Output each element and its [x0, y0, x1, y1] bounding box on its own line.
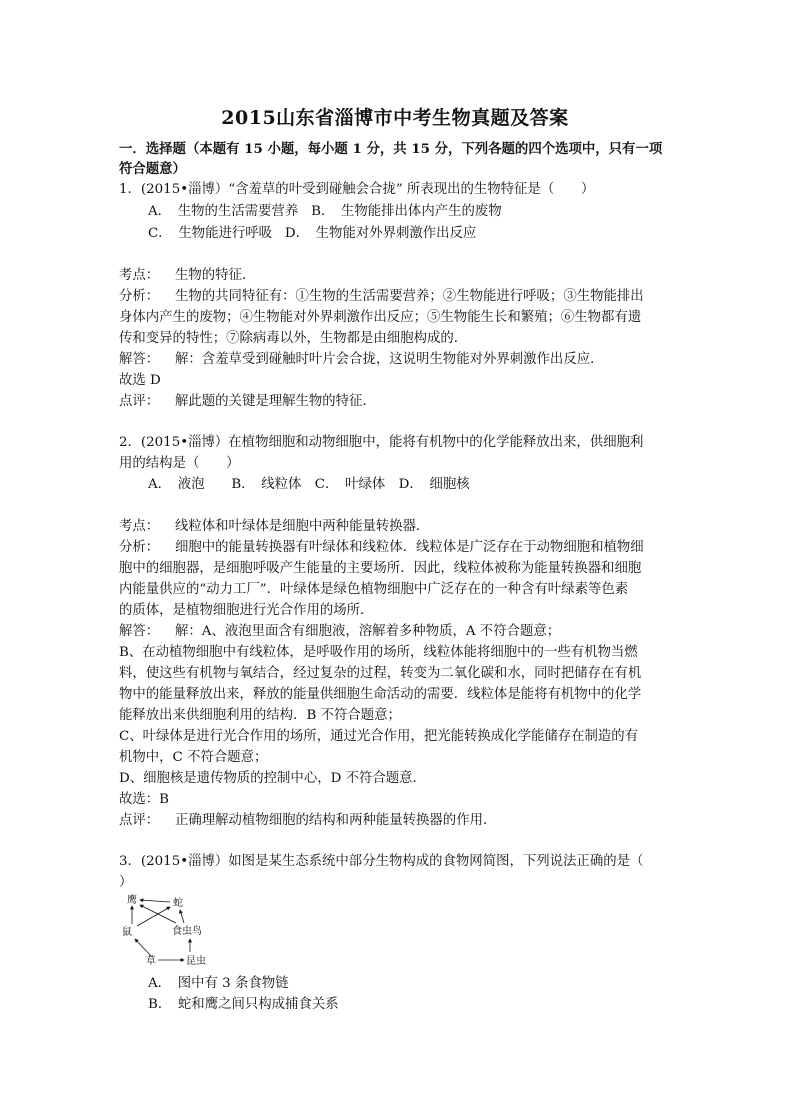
q2-kaodian — [119, 517, 429, 537]
node-shu: 鼠 — [122, 927, 132, 938]
q1-option-c: C． 生物能进行呼吸 — [148, 226, 273, 241]
q1-kaodian — [119, 266, 255, 286]
node-kunchong: 昆虫 — [186, 956, 206, 967]
arrow-niao-ying — [140, 905, 176, 923]
q1-dianping-text: 解此题的关键是理解生物的特征． — [175, 394, 376, 409]
node-cao: 草 — [146, 956, 156, 967]
q2-fenxi — [119, 538, 644, 558]
q2-jieda-line4: 物中的能量释放出来，释放的能量供细胞生命活动的需要．线粒体是能将有机物中的化学 — [119, 687, 642, 702]
section-heading: 一．选择题（本题有 15 小题，每小题 1 分，共 15 分，下列各题的四个选项中，只有一项 — [119, 141, 663, 157]
q2-jieda-line1: 解：A、液泡里面含有细胞液，溶解着多种物质，A 不符合题意； — [175, 624, 561, 639]
q1-kaodian-text: 生物的特征． — [175, 268, 256, 283]
q2-dianping — [119, 811, 496, 831]
q1-fenxi — [119, 287, 644, 307]
q1-answer: 故选 D — [119, 373, 161, 388]
q2-jieda-line3: 料，使这些有机物与氧结合，经过复杂的过程，转变为二氧化碳和水，同时把储存在有机 — [119, 666, 642, 681]
arrow-she-ying — [140, 900, 170, 902]
kaodian-label: 考点： — [119, 268, 160, 283]
node-shichongniao: 食虫鸟 — [172, 926, 202, 937]
q2-answer: 故选：B — [119, 792, 170, 807]
q2-jieda-line5: 能释放出来供细胞利用的结构．B 不符合题意； — [119, 708, 401, 723]
fenxi-label: 分析： — [119, 289, 160, 304]
q2-fenxi-line2: 胞中的细胞器，是细胞呼吸产生能量的主要场所．因此，线粒体被称为能量转换器和细胞 — [119, 561, 642, 576]
q3-stem-line1: 3．(2015•淄博）如图是某生态系统中部分生物构成的食物网简图，下列说法正确的是（ — [119, 854, 644, 869]
food-web-diagram — [118, 890, 218, 968]
node-she: 蛇 — [173, 898, 183, 909]
q3-option-a: A． 图中有 3 条食物链 — [148, 976, 289, 991]
arrow-niao-she — [180, 910, 184, 923]
q1-stem: 1．(2015•淄博）“含羞草的叶受到碰触会合拢” 所表现出的生物特征是（ ） — [119, 182, 595, 197]
q2-options: A． 液泡 B． 线粒体 C． 叶绿体 D． 细胞核 — [148, 477, 470, 492]
jieda-label: 解答： — [119, 352, 160, 367]
q2-fenxi-line1: 细胞中的能量转换器有叶绿体和线粒体．线粒体是广泛存在于动物细胞和植物细 — [175, 540, 644, 555]
q1-jieda-text: 解：含羞草受到碰触时叶片会合拢，这说明生物能对外界刺激作出反应． — [175, 352, 604, 367]
q2-dianping-text: 正确理解动植物细胞的结构和两种能量转换器的作用． — [175, 813, 497, 828]
q1-fenxi-line2: 身体内产生的废物；④生物能对外界刺激作出反应；⑤生物能生长和繁殖；⑥生物都有遗 — [119, 310, 642, 325]
q2-fenxi-line3: 内能量供应的“动力工厂”．叶绿体是绿色植物细胞中广泛存在的一种含有叶绿素等色素 — [119, 582, 629, 597]
arrow-shu-she — [137, 907, 170, 926]
q1-option-d: D． 生物能对外界刺激作出反应 — [284, 226, 477, 241]
q1-fenxi-line1: 生物的共同特征有：①生物的生活需要营养；②生物能进行呼吸；③生物能排出 — [175, 289, 644, 304]
document-title: 2015山东省淄博市中考生物真题及答案 — [221, 107, 569, 129]
dianping-label: 点评： — [119, 813, 160, 828]
node-ying: 鹰 — [127, 895, 137, 906]
q2-fenxi-line4: 的质体，是植物细胞进行光合作用的场所． — [119, 603, 374, 618]
q1-fenxi-line3: 传和变异的特性；⑦除病毒以外，生物都是由细胞构成的． — [119, 331, 468, 346]
jieda-label: 解答： — [119, 624, 160, 639]
q2-kaodian-text: 线粒体和叶绿体是细胞中两种能量转换器． — [175, 519, 430, 534]
q1-option-a: A． 生物的生活需要营养 — [148, 204, 299, 219]
q2-jieda — [119, 622, 560, 642]
q1-jieda — [119, 350, 604, 370]
q2-jieda-line7: 机物中，C 不符合题意； — [119, 750, 268, 765]
q3-option-b: B． 蛇和鹰之间只构成捕食关系 — [148, 997, 339, 1012]
q1-options-cd — [148, 224, 476, 244]
q1-options-ab — [148, 202, 502, 222]
q2-stem-line2: 用的结构是（ ） — [119, 456, 240, 471]
q2-stem-line1: 2．(2015•淄博）在植物细胞和动物细胞中，能将有机物中的化学能释放出来，供细胞利 — [119, 435, 644, 450]
fenxi-label: 分析： — [119, 540, 160, 555]
q1-option-b: B． 生物能排出体内产生的废物 — [311, 204, 502, 219]
section-heading-cont: 符合题意） — [119, 161, 186, 177]
q3-stem-line2: ） — [119, 875, 133, 890]
kaodian-label: 考点： — [119, 519, 160, 534]
q2-jieda-line8: D、细胞核是遗传物质的控制中心，D 不符合题意． — [119, 771, 426, 786]
q2-jieda-line2: B、在动植物细胞中有线粒体，是呼吸作用的场所，线粒体能将细胞中的一些有机物当燃 — [119, 645, 638, 660]
dianping-label: 点评： — [119, 394, 160, 409]
arrow-cao-shu — [135, 939, 152, 957]
q1-dianping — [119, 392, 376, 412]
q2-jieda-line6: C、叶绿体是进行光合作用的场所，通过光合作用，把光能转换成化学能储存在制造的有 — [119, 729, 639, 744]
